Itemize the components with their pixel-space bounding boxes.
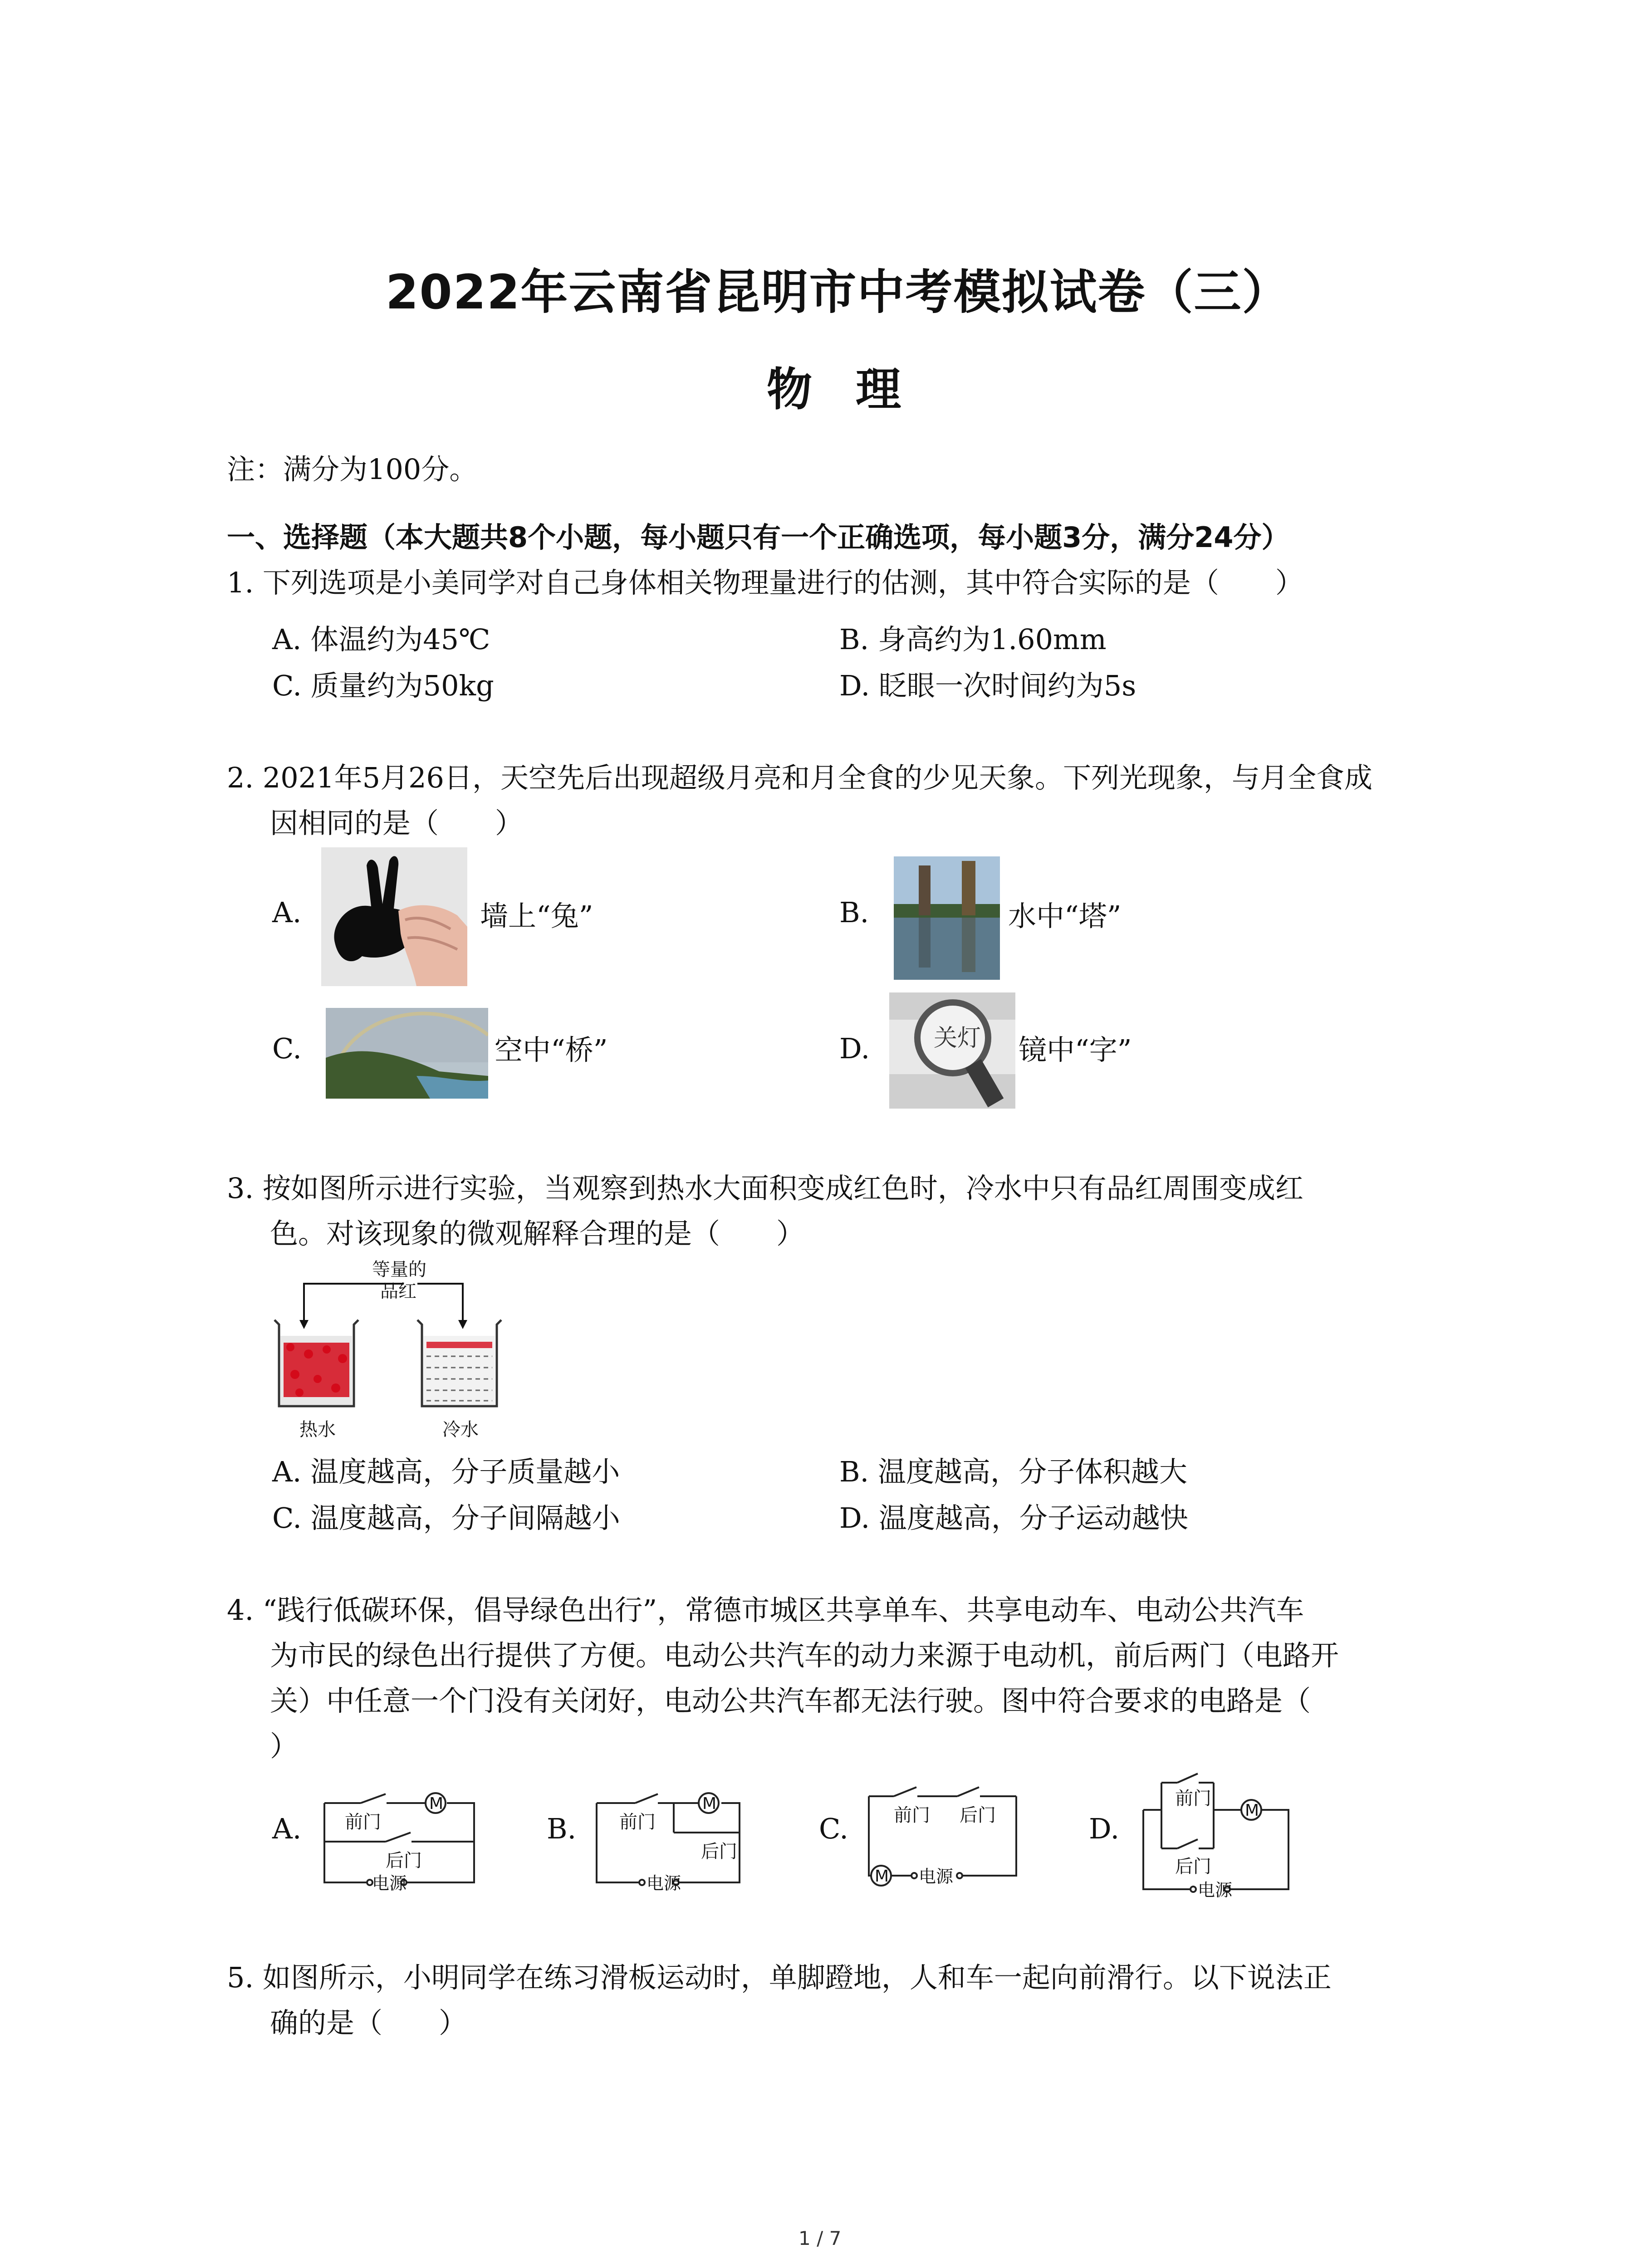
q2-option-d-letter: D.	[839, 1032, 870, 1065]
q4-stem-line3: 关）中任意一个门没有关闭好，电动公共汽车都无法行驶。图中符合要求的电路是（	[270, 1684, 1311, 1717]
score-note: 注：满分为100分。	[227, 453, 478, 486]
circuit-b-power: 电源	[647, 1873, 681, 1892]
q3-stem-line1: 3. 按如图所示进行实验，当观察到热水大面积变成红色时，冷水中只有品红周围变成红	[227, 1172, 1303, 1205]
q4-option-d-letter: D.	[1089, 1812, 1120, 1845]
q4-option-a-letter: A.	[272, 1812, 302, 1845]
circuit-d-motor: M	[1245, 1801, 1259, 1820]
q2-stem-line1: 2. 2021年5月26日，天空先后出现超级月亮和月全食的少见天象。下列光现象，与月全食成	[227, 761, 1372, 794]
q3-option-a: A. 温度越高，分子质量越小	[272, 1455, 620, 1488]
circuit-b-motor: M	[702, 1794, 717, 1813]
circuit-a-front: 前门	[345, 1812, 381, 1833]
q2-option-a-caption: 墙上“兔”	[480, 899, 593, 933]
circuit-a-motor: M	[429, 1794, 444, 1813]
cold-water-label: 冷水	[442, 1419, 479, 1440]
q1-stem: 1. 下列选项是小美同学对自己身体相关物理量进行的估测，其中符合实际的是（ ）	[227, 566, 1303, 599]
circuit-a-power: 电源	[372, 1873, 407, 1892]
rainbow-image	[326, 1008, 488, 1099]
q1-option-b: B. 身高约为1.60mm	[839, 623, 1107, 656]
circuit-d-back: 后门	[1175, 1856, 1211, 1877]
circuit-c-motor: M	[875, 1867, 889, 1886]
circuit-b-back: 后门	[701, 1841, 737, 1862]
circuit-b-front: 前门	[619, 1812, 656, 1833]
q1-option-a: A. 体温约为45℃	[272, 623, 490, 656]
q3-option-c: C. 温度越高，分子间隔越小	[272, 1501, 620, 1535]
q4-option-c-letter: C.	[819, 1812, 848, 1845]
beaker-label-dye: 品红	[380, 1281, 416, 1302]
q5-stem-line2: 确的是（ ）	[270, 2006, 467, 2039]
q3-option-d: D. 温度越高，分子运动越快	[839, 1501, 1188, 1535]
q1-option-c: C. 质量约为50kg	[272, 669, 494, 702]
magnifier-image	[889, 992, 1015, 1109]
circuit-a-back: 后门	[386, 1850, 422, 1871]
q4-option-b-letter: B.	[547, 1812, 577, 1845]
rabbit-shadow-image	[321, 847, 467, 986]
q5-stem-line1: 5. 如图所示，小明同学在练习滑板运动时，单脚蹬地，人和车一起向前滑行。以下说法正	[227, 1961, 1332, 1994]
circuit-c-front: 前门	[894, 1805, 930, 1826]
exam-title: 2022年云南省昆明市中考模拟试卷（三）	[386, 264, 1290, 320]
circuit-a	[318, 1783, 481, 1892]
q4-stem-line2: 为市民的绿色出行提供了方便。电动公共汽车的动力来源于电动机，前后两门（电路开	[270, 1639, 1339, 1672]
q1-option-d: D. 眨眼一次时间约为5s	[839, 669, 1136, 702]
pagoda-reflection-image	[894, 856, 1000, 980]
q2-option-c-letter: C.	[272, 1032, 302, 1065]
q4-stem-line1: 4. “践行低碳环保，倡导绿色出行”，常德市城区共享单车、共享电动车、电动公共汽车	[227, 1593, 1304, 1627]
q2-option-c-caption: 空中“桥”	[495, 1033, 608, 1066]
circuit-c-power: 电源	[919, 1867, 954, 1887]
beaker-label-amount: 等量的	[372, 1259, 426, 1280]
magnifier-sign-text: 关灯	[934, 1025, 981, 1052]
subject-title: 物理	[767, 363, 945, 416]
q2-option-d-caption: 镜中“字”	[1019, 1033, 1132, 1066]
q2-option-b-letter: B.	[839, 896, 869, 929]
q3-stem-line2: 色。对该现象的微观解释合理的是（ ）	[270, 1217, 805, 1250]
q4-stem-line4: ）	[270, 1730, 299, 1763]
circuit-d-front: 前门	[1175, 1788, 1211, 1809]
circuit-d	[1134, 1765, 1298, 1901]
hot-water-label: 热水	[299, 1419, 336, 1440]
section-heading: 一、选择题（本大题共8个小题，每小题只有一个正确选项，每小题3分，满分24分）	[227, 521, 1290, 554]
circuit-c-back: 后门	[960, 1805, 996, 1826]
circuit-d-power: 电源	[1198, 1880, 1233, 1900]
page-number: 1 / 7	[798, 2227, 842, 2249]
q2-option-a-letter: A.	[272, 896, 302, 929]
circuit-c	[862, 1780, 1025, 1889]
q2-option-b-caption: 水中“塔”	[1008, 899, 1122, 933]
beaker-diagram	[268, 1256, 513, 1442]
q3-option-b: B. 温度越高，分子体积越大	[839, 1455, 1187, 1488]
q2-stem-line2: 因相同的是（ ）	[270, 807, 524, 840]
circuit-b	[590, 1783, 753, 1892]
